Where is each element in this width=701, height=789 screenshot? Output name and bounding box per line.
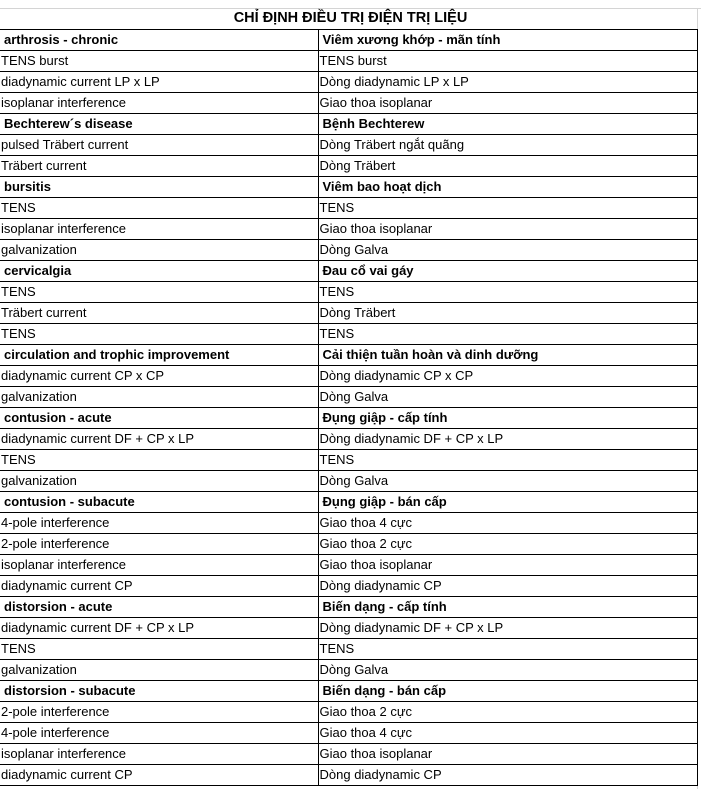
condition-header-row	[0, 492, 697, 513]
treatment-vi-cell[interactable]: TENS	[318, 198, 697, 219]
treatment-en-cell[interactable]: diadynamic current CP	[0, 765, 318, 786]
treatment-row	[0, 555, 697, 576]
treatment-row	[0, 240, 697, 261]
treatment-en-cell[interactable]: galvanization	[0, 387, 318, 408]
condition-vi-cell[interactable]: Biến dạng - cấp tính	[318, 597, 697, 618]
condition-en-cell[interactable]: bursitis	[0, 177, 318, 198]
treatment-en-cell[interactable]: diadynamic current CP x CP	[0, 366, 318, 387]
treatment-en-cell[interactable]: diadynamic current LP x LP	[0, 72, 318, 93]
treatment-vi-cell[interactable]: Giao thoa 2 cực	[318, 534, 697, 555]
condition-header-row	[0, 408, 697, 429]
treatment-row	[0, 303, 697, 324]
treatment-row	[0, 744, 697, 765]
treatment-en-cell[interactable]: TENS	[0, 198, 318, 219]
treatment-row	[0, 324, 697, 345]
treatment-vi-cell[interactable]: Dòng Träbert ngắt quãng	[318, 135, 697, 156]
treatment-vi-cell[interactable]: TENS	[318, 282, 697, 303]
treatment-row	[0, 576, 697, 597]
treatment-en-cell[interactable]: isoplanar interference	[0, 219, 318, 240]
treatment-vi-cell[interactable]: Giao thoa isoplanar	[318, 555, 697, 576]
treatment-en-cell[interactable]: isoplanar interference	[0, 744, 318, 765]
treatment-row	[0, 702, 697, 723]
treatment-row	[0, 93, 697, 114]
treatment-row	[0, 219, 697, 240]
condition-header-row	[0, 177, 697, 198]
treatment-vi-cell[interactable]: Dòng Galva	[318, 387, 697, 408]
treatment-vi-cell[interactable]: Giao thoa 4 cực	[318, 723, 697, 744]
treatment-row	[0, 450, 697, 471]
treatment-row	[0, 282, 697, 303]
condition-header-row	[0, 114, 697, 135]
condition-vi-cell[interactable]: Viêm xương khớp - mãn tính	[318, 30, 697, 51]
condition-header-row	[0, 261, 697, 282]
treatment-en-cell[interactable]: galvanization	[0, 240, 318, 261]
treatment-vi-cell[interactable]: Dòng diadynamic CP x CP	[318, 366, 697, 387]
treatment-en-cell[interactable]: Träbert current	[0, 156, 318, 177]
treatment-vi-cell[interactable]: Giao thoa isoplanar	[318, 93, 697, 114]
treatment-row	[0, 198, 697, 219]
treatment-row	[0, 471, 697, 492]
treatment-vi-cell[interactable]: Giao thoa isoplanar	[318, 219, 697, 240]
condition-header-row	[0, 30, 697, 51]
treatment-row	[0, 429, 697, 450]
treatment-row	[0, 72, 697, 93]
treatment-en-cell[interactable]: galvanization	[0, 660, 318, 681]
treatment-vi-cell[interactable]: Dòng diadynamic DF + CP x LP	[318, 618, 697, 639]
treatment-en-cell[interactable]: isoplanar interference	[0, 555, 318, 576]
treatment-vi-cell[interactable]: TENS	[318, 324, 697, 345]
treatment-vi-cell[interactable]: Dòng Träbert	[318, 303, 697, 324]
condition-vi-cell[interactable]: Đụng giập - bán cấp	[318, 492, 697, 513]
treatment-vi-cell[interactable]: TENS	[318, 450, 697, 471]
treatment-en-cell[interactable]: isoplanar interference	[0, 93, 318, 114]
treatment-vi-cell[interactable]: Dòng Galva	[318, 660, 697, 681]
condition-en-cell[interactable]: Bechterew´s disease	[0, 114, 318, 135]
treatment-en-cell[interactable]: TENS burst	[0, 51, 318, 72]
treatment-vi-cell[interactable]: Dòng diadynamic CP	[318, 765, 697, 786]
condition-vi-cell[interactable]: Biến dạng - bán cấp	[318, 681, 697, 702]
treatment-row	[0, 387, 697, 408]
treatment-row	[0, 660, 697, 681]
treatment-row	[0, 135, 697, 156]
treatment-vi-cell[interactable]: Dòng Träbert	[318, 156, 697, 177]
treatment-en-cell[interactable]: 2-pole interference	[0, 534, 318, 555]
condition-en-cell[interactable]: distorsion - acute	[0, 597, 318, 618]
treatment-row	[0, 723, 697, 744]
treatment-vi-cell[interactable]: Dòng diadynamic LP x LP	[318, 72, 697, 93]
treatment-row	[0, 765, 697, 786]
treatment-row	[0, 51, 697, 72]
treatment-en-cell[interactable]: Träbert current	[0, 303, 318, 324]
treatment-vi-cell[interactable]: Giao thoa 2 cực	[318, 702, 697, 723]
treatment-vi-cell[interactable]: Dòng Galva	[318, 471, 697, 492]
treatment-vi-cell[interactable]: Giao thoa 4 cực	[318, 513, 697, 534]
treatment-en-cell[interactable]: 4-pole interference	[0, 723, 318, 744]
treatment-en-cell[interactable]: 4-pole interference	[0, 513, 318, 534]
treatment-vi-cell[interactable]: Dòng Galva	[318, 240, 697, 261]
condition-vi-cell[interactable]: Viêm bao hoạt dịch	[318, 177, 697, 198]
condition-header-row	[0, 597, 697, 618]
treatment-en-cell[interactable]: TENS	[0, 639, 318, 660]
treatment-en-cell[interactable]: pulsed Träbert current	[0, 135, 318, 156]
condition-vi-cell[interactable]: Bệnh Bechterew	[318, 114, 697, 135]
sheet-title: CHỈ ĐỊNH ĐIỀU TRỊ ĐIỆN TRỊ LIỆU	[233, 10, 468, 26]
condition-en-cell[interactable]: contusion - subacute	[0, 492, 318, 513]
treatment-row	[0, 156, 697, 177]
condition-en-cell[interactable]: circulation and trophic improvement	[0, 345, 318, 366]
treatment-vi-cell[interactable]: Dòng diadynamic CP	[318, 576, 697, 597]
condition-header-row	[0, 345, 697, 366]
indication-table	[0, 29, 698, 786]
treatment-en-cell[interactable]: diadynamic current CP	[0, 576, 318, 597]
treatment-en-cell[interactable]: TENS	[0, 324, 318, 345]
treatment-vi-cell[interactable]: Giao thoa isoplanar	[318, 744, 697, 765]
treatment-en-cell[interactable]: 2-pole interference	[0, 702, 318, 723]
treatment-vi-cell[interactable]: TENS burst	[318, 51, 697, 72]
condition-vi-cell[interactable]: Cải thiện tuần hoàn và dinh dưỡng	[318, 345, 697, 366]
treatment-row	[0, 366, 697, 387]
treatment-en-cell[interactable]: TENS	[0, 282, 318, 303]
treatment-row	[0, 534, 697, 555]
treatment-row	[0, 618, 697, 639]
condition-en-cell[interactable]: arthrosis - chronic	[0, 30, 318, 51]
condition-en-cell[interactable]: cervicalgia	[0, 261, 318, 282]
condition-vi-cell[interactable]: Đau cổ vai gáy	[318, 261, 697, 282]
treatment-vi-cell[interactable]: TENS	[318, 639, 697, 660]
condition-en-cell[interactable]: distorsion - subacute	[0, 681, 318, 702]
condition-vi-cell[interactable]: Đụng giập - cấp tính	[318, 408, 697, 429]
condition-header-row	[0, 681, 697, 702]
condition-en-cell[interactable]: contusion - acute	[0, 408, 318, 429]
treatment-en-cell[interactable]: diadynamic current DF + CP x LP	[0, 429, 318, 450]
treatment-en-cell[interactable]: galvanization	[0, 471, 318, 492]
treatment-en-cell[interactable]: TENS	[0, 450, 318, 471]
treatment-row	[0, 513, 697, 534]
treatment-row	[0, 639, 697, 660]
treatment-vi-cell[interactable]: Dòng diadynamic DF + CP x LP	[318, 429, 697, 450]
treatment-en-cell[interactable]: diadynamic current DF + CP x LP	[0, 618, 318, 639]
